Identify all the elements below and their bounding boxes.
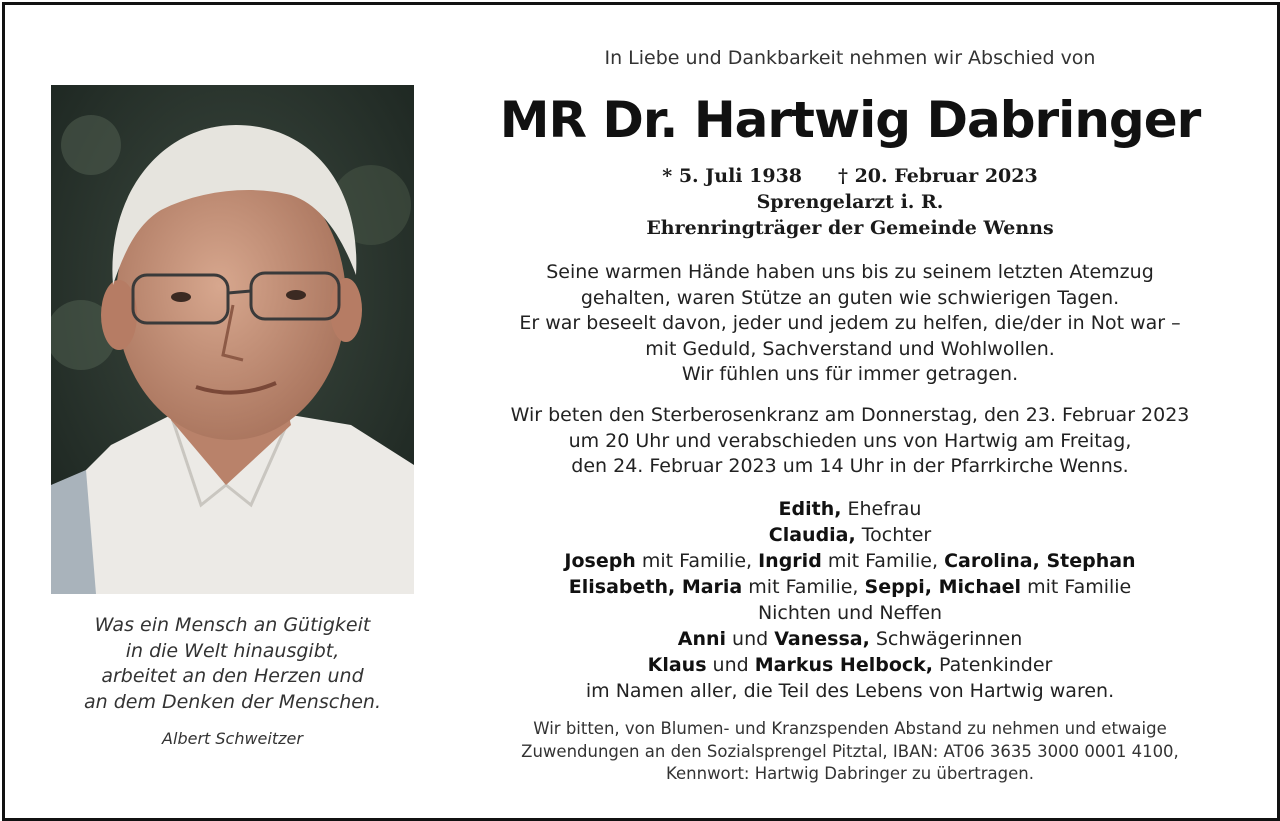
quote-line: arbeitet an den Herzen und [101,665,364,687]
quote-line: in die Welt hinausgibt, [125,639,340,662]
footer-line: Kennwort: Hartwig Dabringer zu übertragen. [666,764,1034,783]
birth-date: * 5. Juli 1938 [662,165,803,187]
family-relation: Tochter [855,524,932,546]
service-line: um 20 Uhr und verabschieden uns von Hartwig am Freitag, [568,429,1132,452]
family-list [475,496,1225,704]
quote-line: Was ein Mensch an Gütigkeit [94,614,371,636]
footer-line: Wir bitten, von Blumen- und Kranzspenden Abstand zu nehmen und etwaige [533,719,1167,738]
life-dates [475,165,1225,187]
family-name: Klaus [647,654,707,676]
quote-line: an dem Denken der Menschen. [83,690,382,713]
obituary-frame [2,2,1280,821]
family-name: Anni [677,628,727,650]
family-name: Markus Helbock, [754,654,934,676]
tribute-line: gehalten, waren Stütze an guten wie schwierigen Tagen. [580,286,1120,309]
deceased-name: MR Dr. Hartwig Dabringer [499,91,1201,149]
family-relation: mit Familie, [635,550,759,572]
service-line: Wir beten den Sterberosenkranz am Donnerstag, den 23. Februar 2023 [510,404,1190,426]
intro-line: In Liebe und Dankbarkeit nehmen wir Abschied von [604,47,1096,69]
family-name: Joseph [564,550,636,572]
honor-title: Ehrenringträger der Gemeinde Wenns [646,217,1054,239]
tribute-line: Er war beseelt davon, jeder und jedem zu helfen, die/der in Not war – [519,312,1181,334]
family-relation: und [726,628,775,650]
family-name: Carolina, Stephan [944,550,1136,572]
family-name: Ingrid [758,550,822,572]
profession: Sprengelarzt i. R. [756,191,944,213]
family-name: Claudia, [768,524,856,546]
family-line [475,522,1225,548]
service-line: den 24. Februar 2023 um 14 Uhr in der Pfarrkirche Wenns. [571,455,1129,477]
family-line [475,652,1225,678]
tribute-text [475,260,1225,388]
family-line: Nichten und Neffen [757,602,943,624]
portrait-photo [51,85,414,594]
family-line [475,626,1225,652]
family-relation: und [706,654,755,676]
family-line [475,548,1225,574]
family-line [475,496,1225,522]
quote [45,613,420,715]
service-text [475,403,1225,480]
family-relation: mit Familie, [742,576,865,598]
family-name: Edith, [778,498,842,520]
family-name: Seppi, Michael [864,576,1022,598]
donation-note [475,718,1225,786]
tribute-line: mit Geduld, Sachverstand und Wohlwollen. [645,337,1055,360]
death-date: † 20. Februar 2023 [838,165,1038,187]
family-relation: mit Familie, [821,550,945,572]
family-name: Elisabeth, Maria [568,576,743,598]
family-line: im Namen aller, die Teil des Lebens von Hartwig waren. [585,680,1115,702]
family-line [475,574,1225,600]
tribute-line: Seine warmen Hände haben uns bis zu seinem letzten Atemzug [546,261,1154,283]
family-relation: Ehefrau [841,498,922,520]
family-relation: mit Familie [1021,576,1132,598]
quote-author: Albert Schweitzer [162,729,303,748]
footer-line: Zuwendungen an den Sozialsprengel Pitztal, IBAN: AT06 3635 3000 0001 4100, [521,741,1179,761]
family-relation: Patenkinder [933,654,1053,676]
tribute-line: Wir fühlen uns für immer getragen. [681,363,1019,385]
family-name: Vanessa, [774,628,870,650]
family-relation: Schwägerinnen [869,628,1023,650]
